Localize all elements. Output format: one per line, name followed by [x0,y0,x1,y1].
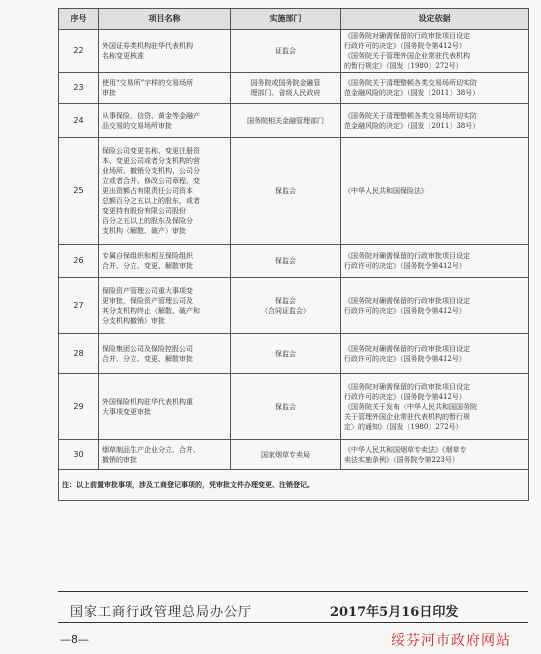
table-row [59,138,529,245]
department-line: （合同证监会） [261,306,310,315]
legal-basis-line: 的暂行规定》（国发〔1980〕272号） [344,62,463,70]
item-name [99,334,231,374]
table-row [59,104,529,138]
item-name-line: 品交易的交易场所审批 [102,121,172,130]
table-row [59,334,529,374]
item-name-line: 保险集团公司及保险控股公司 [102,344,193,353]
item-name [99,245,231,278]
legal-basis [341,73,529,104]
department-line: 国务院相关金融管理部门 [247,116,324,125]
row-number: 28 [59,334,99,374]
row-number: 29 [59,374,99,440]
table-note-row [59,470,529,501]
item-name-line: 更审批，保险资产管理公司及 [102,296,193,305]
item-name-line: 保险资产管理公司重大事项变 [102,286,193,295]
item-name [99,104,231,138]
legal-basis-line: 行政许可的决定》（国务院令第412号） [344,306,466,315]
department-line: 保监会 [275,402,296,411]
department [231,278,341,334]
legal-basis-line: 《国务院关于发布〈中华人民共和国国务院 [344,402,477,411]
row-number: 27 [59,278,99,334]
table-note: 注：以上前置审批事项，涉及工商登记事项的，凭审批文件办理变更、注销登记。 [59,470,529,501]
item-name-line: 保险公司变更名称、变更注册资 [102,147,200,155]
department-line: 保监会 [275,257,296,265]
legal-basis [341,374,529,440]
item-name-line: 百分之五以上的股东及保险分 [102,217,193,225]
table-row [59,278,529,334]
item-name-line: 撤销的审批 [102,455,137,464]
item-name-line: 总额百分之五以上的股东，或者 [102,197,200,205]
item-name-line: 从事保险、信贷、黄金等金融产 [102,111,200,120]
department-line: 保监会 [275,349,296,358]
item-name-line: 支机构（解散、破产）审批 [102,227,186,235]
department [231,73,341,104]
item-name-line: 大事项变更审批 [102,407,151,416]
department [231,245,341,278]
department [231,104,341,138]
legal-basis [341,440,529,470]
item-name-line: 本、变更公司或者分支机构的营 [102,157,200,165]
item-name-line: 变更持有股份有限公司股份 [102,207,186,215]
legal-basis [341,245,529,278]
legal-basis-line: 范金融风险的决定》（国发〔2011〕38号） [344,89,480,97]
department-line: 保监会 [275,296,296,305]
department-line: 国家烟草专卖局 [261,450,310,459]
legal-basis-line: 行政许可的决定》（国务院令第412号） [344,392,466,401]
table-row [59,245,529,278]
item-name-line: 合并、分立、变更、解散审批 [102,354,193,363]
item-name [99,374,231,440]
legal-basis-line: 《国务院对确需保留的行政审批项目设定 [344,32,470,40]
department [231,334,341,374]
legal-basis-line: 《国务院对确需保留的行政审批项目设定 [344,252,470,260]
item-name [99,278,231,334]
header-item-name: 项目名称 [99,9,231,30]
item-name [99,73,231,104]
footer-bottom-rule [58,622,528,623]
legal-basis-line: 《中华人民共和国烟草专卖法》《烟草专 [344,445,467,454]
item-name-line: 审批 [102,89,116,97]
legal-basis-line: 《国务院关于清理整顿各类交易场所切实防 [344,79,477,87]
item-name-line: 外国保险机构驻华代表机构重 [102,397,193,406]
item-name [99,138,231,245]
item-name-line: 立或者合并、修改公司章程、变 [102,177,200,185]
department [231,138,341,245]
legal-basis [341,278,529,334]
header-basis: 设定依据 [341,9,529,30]
table-row [59,440,529,470]
department [231,374,341,440]
legal-basis-line: 行政许可的决定》（国务院令第412号） [344,42,466,50]
item-name-line: 其分支机构终止（解散、破产和 [102,306,200,315]
item-name-line: 使用“交易所”字样的交易场所 [102,79,194,87]
item-name-line: 外国证券类机构驻华代表机构 [102,42,193,50]
department-line: 保监会 [275,187,296,195]
table-header-row [59,9,529,30]
approval-items-table [58,8,529,501]
item-name-line: 分支机构撤销）审批 [102,316,165,325]
item-name-line: 专属自保组织和相互保险组织 [102,252,193,260]
legal-basis-line: 《中华人民共和国保险法》 [344,187,428,195]
watermark: 绥芬河市政府网站 [391,633,511,649]
legal-basis-line: 行政许可的决定》（国务院令第412号） [344,262,466,270]
footer-top-rule [58,591,528,592]
legal-basis-line: 行政许可的决定》（国务院令第412号） [344,354,466,363]
department [231,30,341,73]
legal-basis-line: 定〉的通知》（国发〔1980〕272号） [344,422,463,431]
legal-basis-line: 卖法实施条例》（国务院令第223号） [344,455,459,464]
item-name-line: 烟草制品生产企业分立、合并、 [102,445,200,454]
header-number: 序号 [59,9,99,30]
legal-basis [341,334,529,374]
legal-basis [341,138,529,245]
item-name [99,440,231,470]
legal-basis-line: 范金融风险的决定》（国发〔2011〕38号） [344,121,480,130]
row-number: 24 [59,104,99,138]
row-number: 23 [59,73,99,104]
department [231,440,341,470]
department-line: 国务院或国务院金融管 [250,79,321,87]
row-number: 22 [59,30,99,73]
page-number: —8— [60,633,89,646]
item-name-line: 业场所、撤销分支机构、公司分 [102,167,200,175]
department-line: 证监会 [275,47,296,55]
header-department: 实施部门 [231,9,341,30]
legal-basis-line: 《国务院关于清理整顿各类交易场所切实防 [344,111,477,120]
row-number: 30 [59,440,99,470]
table-row [59,374,529,440]
row-number: 25 [59,138,99,245]
legal-basis-line: 《国务院关于管理外国企业常驻代表机构 [344,52,470,60]
row-number: 26 [59,245,99,278]
item-name [99,30,231,73]
legal-basis-line: 关于管理外国企业常驻代表机构的暂行规 [344,412,470,421]
department-line: 理部门、省级人民政府 [250,89,321,97]
table-row [59,73,529,104]
legal-basis [341,30,529,73]
item-name-line: 合并、分立、变更、解散审批 [102,262,193,270]
legal-basis-line: 《国务院对确需保留的行政审批项目设定 [344,382,470,391]
issuing-office: 国家工商行政管理总局办公厅 [70,605,253,620]
table-row [59,30,529,73]
item-name-line: 名称变更核准 [102,52,144,60]
legal-basis-line: 《国务院对确需保留的行政审批项目设定 [344,344,470,353]
item-name-line: 更出资额占有限责任公司资本 [102,187,193,195]
legal-basis-line: 《国务院对确需保留的行政审批项目设定 [344,296,470,305]
legal-basis [341,104,529,138]
issue-date: 2017年5月16日印发 [330,605,459,620]
